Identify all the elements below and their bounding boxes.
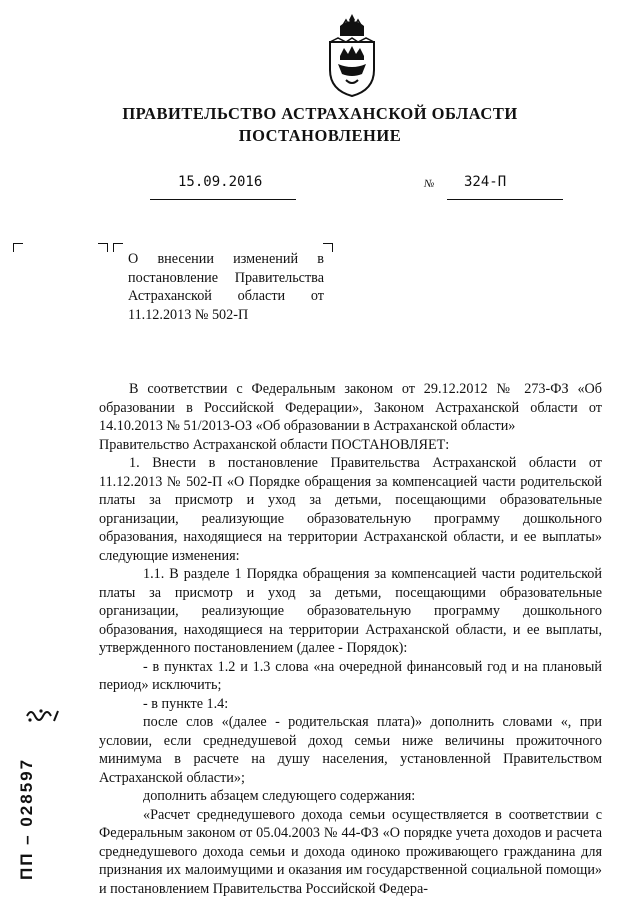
number-label: № [424, 178, 435, 190]
decree-subject: О внесении изменений в постановление Правительства Астраханской области от 11.12.2013 № 502-П [128, 251, 324, 323]
document-type-title: ПОСТАНОВЛЕНИЕ [238, 126, 402, 145]
form-serial-number: ПП – 028597 [17, 757, 36, 880]
subject-corner-mark-left-b [113, 243, 123, 252]
amendment-add-paragraph: дополнить абзацем следующего содержания: [143, 788, 416, 804]
clause-item-1-4: - в пункте 1.4: [143, 695, 229, 712]
amendment-after-words: после слов «(далее - родительская плата)» дополнить словами «, при условии, если среднедушевой доход семьи ниже величины прожиточного минимума в расчете на душу населения, установленной Правительством Астраханской области»; [99, 714, 602, 786]
subject-corner-mark-left-a [98, 243, 108, 252]
stamp-ornament [21, 705, 61, 727]
decree-body [99, 380, 602, 898]
preamble-paragraph: В соответствии с Федеральным законом от 29.12.2012 № 273-ФЗ «Об образовании в Российской Федерации», Законом Астраханской области от 14.10.2013 № 51/2013-ОЗ «Об образовании в Астраханской области» [99, 381, 602, 434]
resolution-line: Правительство Астраханской области ПОСТАНОВЛЯЕТ: [99, 436, 450, 453]
decree-date: 15.09.2016 [178, 174, 263, 190]
margin-corner-mark [13, 243, 23, 252]
clause-1-paragraph: 1. Внести в постановление Правительства Астраханской области от 11.12.2013 № 502-П «О Порядке обращения за компенсацией части родительской платы за присмотр и уход за детьми, посещающими образовательные организации, реализующие образовательную программу дошкольного образования, находящиеся на территории Астраханской области, и ее выплаты» следующие изменения: [99, 455, 602, 564]
government-name: ПРАВИТЕЛЬСТВО АСТРАХАНСКОЙ ОБЛАСТИ [122, 104, 518, 123]
decree-number: 324-П [464, 174, 507, 190]
coat-of-arms-emblem [326, 12, 378, 98]
clause-items-1-2-1-3: - в пунктах 1.2 и 1.3 слова «на очередной финансовый год и на плановый период» исключить; [99, 658, 602, 693]
clause-1-1-paragraph: 1.1. В разделе 1 Порядка обращения за компенсацией части родительской платы за присмотр и уход за детьми, посещающими образовательные организации, реализующие образовательную программу дошкольного образования, находящиеся на территории Астраханской области, и ее выплаты, утвержденного постановлением (далее - Порядок): [99, 566, 602, 656]
subject-corner-mark-right [323, 243, 333, 252]
calculation-paragraph: «Расчет среднедушевого дохода семьи осуществляется в соответствии с Федеральным законом от 05.04.2003 № 44-ФЗ «О порядке учета доходов и расчета среднедушевого дохода семьи и дохода одиноко проживающего гражданина для признания их малоимущими и оказания им государственной социальной помощи» и постановлением Правительства Российской Федера- [99, 806, 602, 897]
